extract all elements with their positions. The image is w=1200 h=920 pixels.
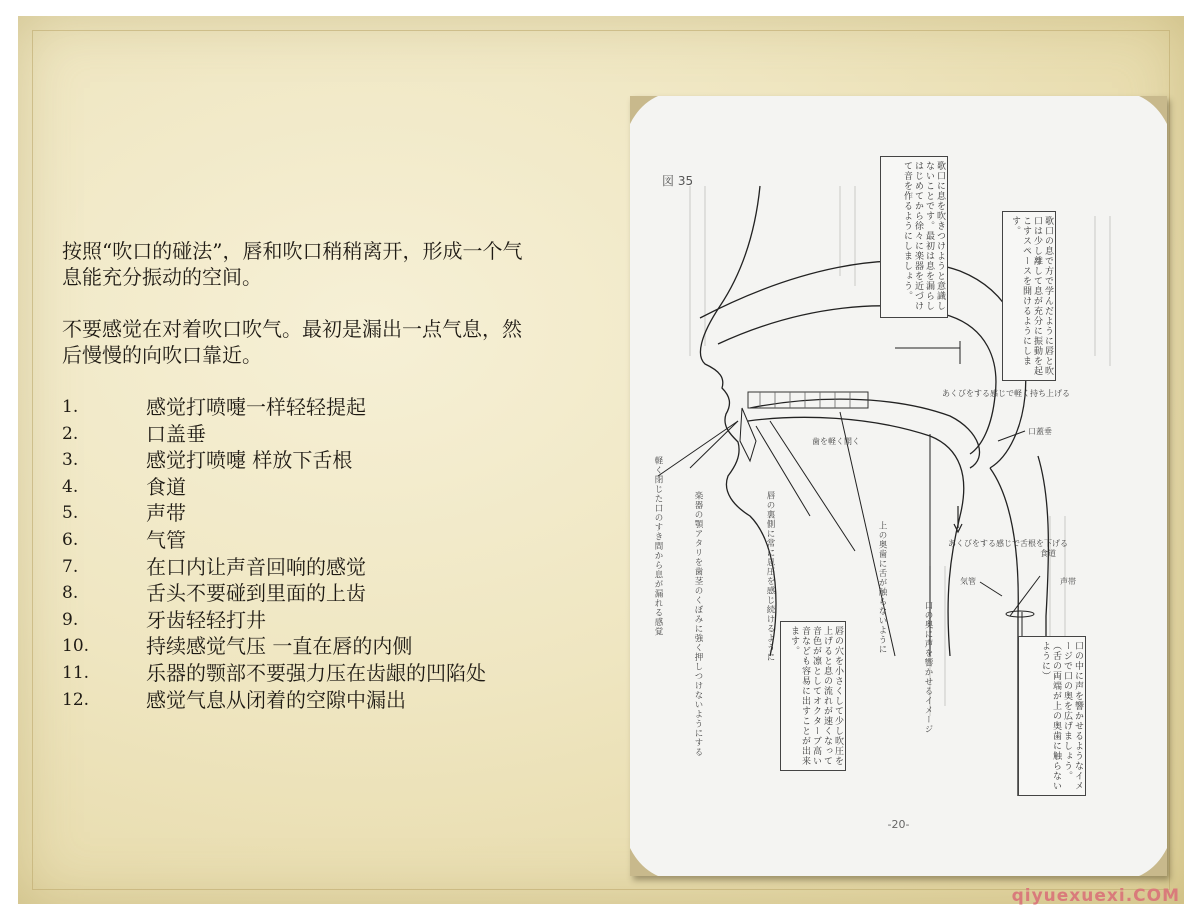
label-lift: あくびをする感じで軽く持ち上げる <box>942 389 1070 398</box>
list-item <box>62 500 532 527</box>
list-number: 4. <box>62 476 79 497</box>
label-closed: 軽く閉じた口のすき間から息が漏れる感覚 <box>653 456 663 637</box>
list-item <box>62 421 532 448</box>
list-item <box>62 633 532 660</box>
list-text: 口盖垂 <box>146 421 206 446</box>
intro-paragraph-1: 按照“吹口的碰法”，唇和吹口稍稍离开，形成一个气息能充分振动的空间。 <box>62 239 523 289</box>
numbered-list <box>62 394 532 713</box>
list-text: 感觉气息从闭着的空隙中漏出 <box>146 687 406 712</box>
list-text: 声带 <box>146 501 186 526</box>
list-text: 食道 <box>146 474 186 499</box>
list-number: 3. <box>62 450 79 471</box>
list-text: 牙齿轻轻打井 <box>146 607 266 632</box>
watermark-logo: qiyuexuexi.COM <box>1011 886 1180 906</box>
list-item <box>62 687 532 714</box>
list-number: 9. <box>62 609 79 630</box>
page-number: -20- <box>887 818 910 831</box>
list-text: 气管 <box>146 527 186 552</box>
list-item <box>62 394 532 421</box>
list-number: 5. <box>62 503 79 524</box>
list-text: 持续感觉气压 一直在唇的内侧 <box>146 634 413 659</box>
list-item <box>62 527 532 554</box>
label-mouth-space: 口の奥に声を響かせるイメージ <box>923 601 933 734</box>
list-text: 在口内让声音回响的感觉 <box>146 554 366 579</box>
annotation-box-top-center: 歌口に息を吹きつけようと意識しないことです。最初は息を漏らしはじめてから徐々に楽器を近づけて音を作るようにしましょう。 <box>880 156 948 318</box>
list-text: 舌头不要碰到里面的上齿 <box>146 581 366 606</box>
list-number: 7. <box>62 556 79 577</box>
slide-background <box>18 16 1184 904</box>
scanned-page <box>630 96 1167 876</box>
text-block <box>62 238 532 713</box>
label-jaw: 楽器の顎アタリを歯茎のくぼみに強く押しつけないようにする <box>693 491 703 757</box>
list-number: 8. <box>62 583 79 604</box>
label-trachea: 気管 <box>960 577 976 586</box>
list-item <box>62 607 532 634</box>
figure-label: 図 35 <box>662 174 694 188</box>
label-vocal-cords: 声帯 <box>1060 577 1076 586</box>
label-tongue: 上の奥歯に舌が触らないように <box>877 521 887 654</box>
label-teeth: 歯を軽く開く <box>812 437 860 446</box>
list-number: 2. <box>62 423 79 444</box>
list-item <box>62 580 532 607</box>
list-text: 乐器的颚部不要强力压在齿龈的凹陷处 <box>146 660 486 685</box>
list-number: 6. <box>62 529 79 550</box>
list-number: 11. <box>62 662 90 683</box>
list-text: 感觉打喷嚏一样轻轻提起 <box>146 395 366 419</box>
list-item <box>62 447 532 474</box>
annotation-box-top-right: 歌口の息で方で学んだように唇と吹口は少し離して息が充分に振動を起こすスペースを開けるようにします。 <box>1002 211 1056 381</box>
list-number: 10. <box>62 636 90 657</box>
label-soft-palate: 口蓋垂 <box>1028 427 1052 436</box>
intro-paragraph-2: 不要感觉在对着吹口吹气。最初是漏出一点气息，然后慢慢的向吹口靠近。 <box>62 317 522 367</box>
list-text: 感觉打喷嚏 样放下舌根 <box>146 448 353 473</box>
list-item <box>62 474 532 501</box>
list-number: 1. <box>62 397 79 417</box>
label-lower: あくびをする感じで舌根を下げる <box>948 539 1068 548</box>
annotation-box-bottom-center: 唇の穴を小さくして少し吹圧を上げると息の流れが速くなって音色が凛としてオクターブ高い音なども容易に出すことが出来ます。 <box>780 621 846 771</box>
list-item <box>62 554 532 581</box>
annotation-box-bottom-right: 口の中に声を響かせるようなイメージで口の奥を広げましょう。（舌の両端が上の奥歯に触らないように） <box>1018 636 1086 796</box>
list-item <box>62 660 532 687</box>
label-esophagus: 食道 <box>1040 549 1056 558</box>
label-pressure: 唇の裏側に常に息圧を感じ続けるように <box>765 491 775 662</box>
list-number: 12. <box>62 689 90 710</box>
